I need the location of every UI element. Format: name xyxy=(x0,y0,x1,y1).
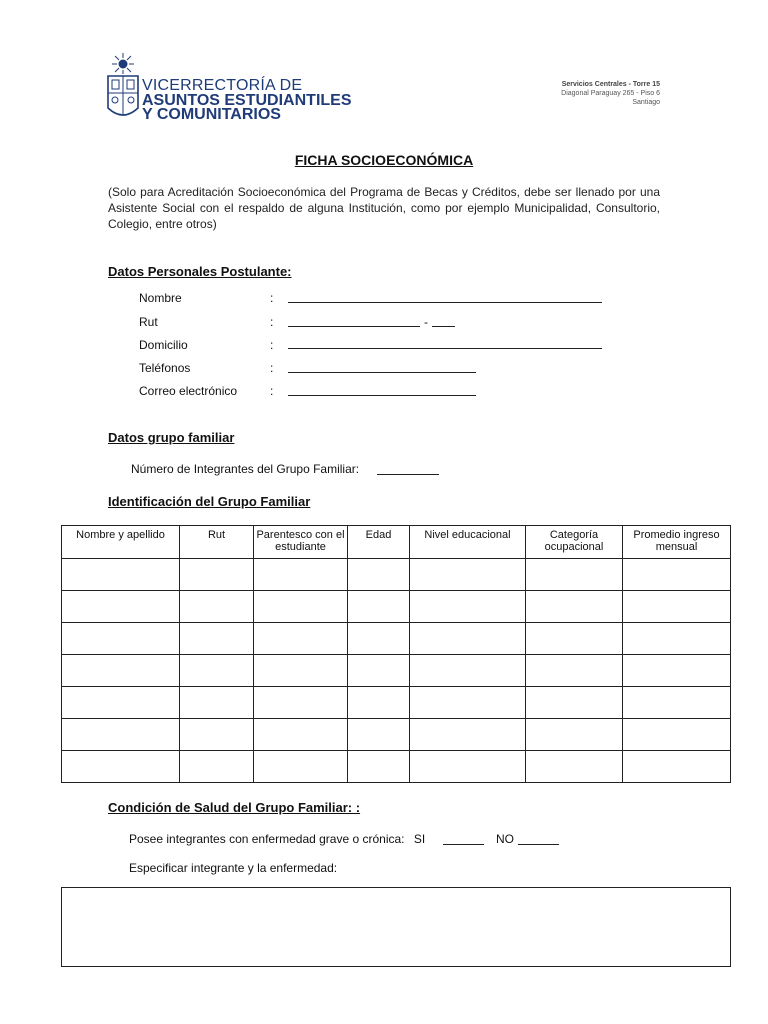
table-cell[interactable] xyxy=(254,655,348,687)
column-header: Categoría ocupacional xyxy=(526,526,623,559)
table-cell[interactable] xyxy=(254,687,348,719)
table-cell[interactable] xyxy=(410,719,526,751)
yes-label: SI xyxy=(413,832,426,846)
field-colon: : xyxy=(270,315,274,329)
table-cell[interactable] xyxy=(623,687,731,719)
table-cell[interactable] xyxy=(410,559,526,591)
column-header: Promedio ingreso mensual xyxy=(623,526,731,559)
family-count-input-line[interactable] xyxy=(377,474,439,475)
yes-input-line[interactable] xyxy=(443,844,484,845)
table-row xyxy=(62,623,731,655)
table-cell[interactable] xyxy=(623,655,731,687)
table-cell[interactable] xyxy=(254,591,348,623)
table-cell[interactable] xyxy=(623,591,731,623)
field-label-rut: Rut xyxy=(139,315,158,329)
table-cell[interactable] xyxy=(348,655,410,687)
family-count-label: Número de Integrantes del Grupo Familiar: xyxy=(131,462,360,476)
family-table xyxy=(61,525,731,783)
column-header: Nombre y apellido xyxy=(62,526,180,559)
column-header: Nivel educacional xyxy=(410,526,526,559)
rut-input-line[interactable] xyxy=(288,326,420,327)
nombre-input-line[interactable] xyxy=(288,302,602,303)
table-cell[interactable] xyxy=(62,559,180,591)
table-cell[interactable] xyxy=(180,623,254,655)
rut-separator: - xyxy=(424,315,428,329)
table-cell[interactable] xyxy=(254,559,348,591)
no-input-line[interactable] xyxy=(518,844,559,845)
section-title-identification: Identificación del Grupo Familiar xyxy=(108,494,311,509)
table-cell[interactable] xyxy=(410,655,526,687)
table-cell[interactable] xyxy=(348,687,410,719)
table-cell[interactable] xyxy=(254,751,348,783)
table-cell[interactable] xyxy=(180,591,254,623)
logo-line-3: Y COMUNITARIOS xyxy=(142,106,281,123)
table-cell[interactable] xyxy=(254,623,348,655)
field-colon: : xyxy=(270,361,274,375)
table-cell[interactable] xyxy=(526,623,623,655)
table-row xyxy=(62,655,731,687)
health-question-row xyxy=(129,832,425,846)
document-title: FICHA SOCIOECONÓMICA xyxy=(294,152,474,168)
section-title-health: Condición de Salud del Grupo Familiar: : xyxy=(108,800,361,815)
column-header: Parentesco con el estudiante xyxy=(254,526,348,559)
field-colon: : xyxy=(270,384,274,398)
table-cell[interactable] xyxy=(410,623,526,655)
table-cell[interactable] xyxy=(410,591,526,623)
specify-label: Especificar integrante y la enfermedad: xyxy=(129,861,338,875)
table-row xyxy=(62,591,731,623)
table-cell[interactable] xyxy=(526,751,623,783)
table-cell[interactable] xyxy=(526,591,623,623)
table-cell[interactable] xyxy=(623,719,731,751)
table-cell[interactable] xyxy=(348,623,410,655)
health-question: Posee integrantes con enfermedad grave o crónica: xyxy=(129,832,405,846)
table-header-row xyxy=(62,526,731,559)
table-cell[interactable] xyxy=(526,559,623,591)
table-cell[interactable] xyxy=(62,623,180,655)
table-cell[interactable] xyxy=(526,655,623,687)
column-header: Edad xyxy=(348,526,410,559)
field-label-correo: Correo electrónico xyxy=(139,384,238,398)
table-cell[interactable] xyxy=(623,623,731,655)
no-label: NO xyxy=(496,832,514,846)
table-cell[interactable] xyxy=(348,559,410,591)
telefonos-input-line[interactable] xyxy=(288,372,476,373)
intro-text: (Solo para Acreditación Socioeconómica del Programa de Becas y Créditos, debe ser llenado por una Asistente Social con el respaldo de alguna Institución, como por ejemplo Municipalidad, Consultorio, Colegio, entre otros) xyxy=(108,185,660,231)
section-title-personal: Datos Personales Postulante: xyxy=(108,264,292,279)
table-cell[interactable] xyxy=(180,751,254,783)
section-title-family: Datos grupo familiar xyxy=(108,430,235,445)
column-header: Rut xyxy=(180,526,254,559)
table-cell[interactable] xyxy=(526,719,623,751)
field-label-nombre: Nombre xyxy=(139,291,182,305)
table-cell[interactable] xyxy=(623,751,731,783)
table-row xyxy=(62,687,731,719)
table-row xyxy=(62,559,731,591)
logo-line-1: VICERRECTORÍA DE xyxy=(142,77,303,94)
domicilio-input-line[interactable] xyxy=(288,348,602,349)
table-cell[interactable] xyxy=(62,751,180,783)
table-cell[interactable] xyxy=(410,751,526,783)
table-cell[interactable] xyxy=(348,719,410,751)
field-label-domicilio: Domicilio xyxy=(139,338,188,352)
table-cell[interactable] xyxy=(180,655,254,687)
table-row xyxy=(62,719,731,751)
illness-notes-box[interactable] xyxy=(61,887,731,967)
table-cell[interactable] xyxy=(62,655,180,687)
university-emblem-icon xyxy=(106,52,140,124)
table-cell[interactable] xyxy=(62,687,180,719)
field-colon: : xyxy=(270,338,274,352)
table-cell[interactable] xyxy=(62,591,180,623)
field-colon: : xyxy=(270,291,274,305)
table-row xyxy=(62,751,731,783)
table-cell[interactable] xyxy=(180,719,254,751)
table-cell[interactable] xyxy=(348,751,410,783)
address-line-3: Santiago xyxy=(632,99,660,106)
correo-input-line[interactable] xyxy=(288,395,476,396)
table-cell[interactable] xyxy=(348,591,410,623)
logo-line-2: ASUNTOS ESTUDIANTILES xyxy=(142,92,352,109)
field-label-telefonos: Teléfonos xyxy=(139,361,191,375)
table-cell[interactable] xyxy=(410,687,526,719)
table-cell[interactable] xyxy=(526,687,623,719)
table-cell[interactable] xyxy=(62,719,180,751)
address-line-2: Diagonal Paraguay 265 - Piso 6 xyxy=(561,90,660,97)
address-line-1: Servicios Centrales - Torre 15 xyxy=(561,81,660,88)
table-cell[interactable] xyxy=(254,719,348,751)
table-cell[interactable] xyxy=(180,687,254,719)
table-cell[interactable] xyxy=(623,559,731,591)
rut-dv-input-line[interactable] xyxy=(432,326,455,327)
table-cell[interactable] xyxy=(180,559,254,591)
